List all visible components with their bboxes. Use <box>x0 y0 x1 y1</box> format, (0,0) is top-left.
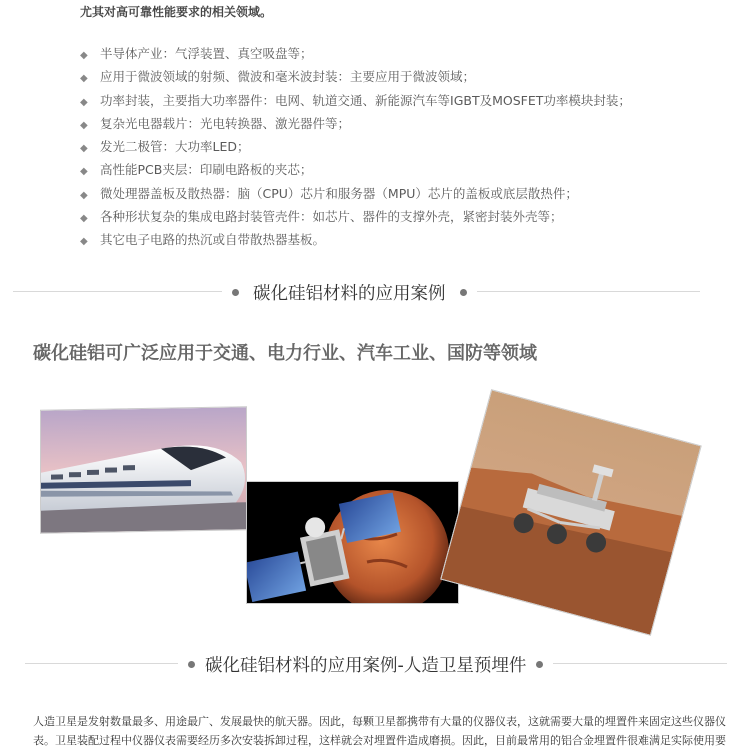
satellite-mars-icon <box>247 482 458 603</box>
diamond-bullet-icon: ◆ <box>80 119 88 131</box>
list-item: ◆ 应用于微波领域的射频、微波和毫米波封装：主要应用于微波领域； <box>80 65 631 88</box>
section-title: 碳化硅铝材料的应用案例 <box>222 280 477 304</box>
diamond-bullet-icon: ◆ <box>80 189 88 201</box>
list-item: ◆ 其它电子电路的热沉或自带散热器基板。 <box>80 228 631 251</box>
paragraph-line: 人造卫星是发射数量最多、用途最广、发展最快的航天器。因此，每颗卫星都携带有大量的仪器仪表，这就需要大量的埋置件来固定这些仪器仪 <box>33 715 726 728</box>
high-speed-train-icon <box>41 407 246 533</box>
intro-text: 尤其对高可靠性能要求的相关领域。 <box>80 5 273 19</box>
application-list <box>80 42 631 252</box>
dot-icon <box>536 661 543 668</box>
list-item: ◆ 高性能PCB夹层：印刷电路板的夹芯； <box>80 158 631 181</box>
train-image <box>40 406 247 534</box>
diamond-bullet-icon: ◆ <box>80 50 88 61</box>
paragraph-line: 表。卫星装配过程中仪器仪表需要经历多次安装拆卸过程，这样就会对埋置件造成磨损。因此，目前最常用的铝合金埋置件很难满足实际使用要 <box>33 734 726 747</box>
diamond-bullet-icon: ◆ <box>80 143 88 155</box>
list-item: ◆ 各种形状复杂的集成电路封装管壳件：如芯片、器件的支撑外壳，紧密封装外壳等； <box>80 205 631 228</box>
diamond-bullet-icon: ◆ <box>80 73 88 85</box>
dot-icon <box>460 289 467 296</box>
satellite-image <box>246 481 459 604</box>
list-item: ◆ 半导体产业：气浮装置、真空吸盘等； <box>80 42 631 65</box>
dot-icon <box>188 661 195 668</box>
dot-icon <box>232 289 239 296</box>
diamond-bullet-icon: ◆ <box>80 96 88 108</box>
body-paragraph <box>33 712 726 750</box>
diamond-bullet-icon: ◆ <box>80 236 88 248</box>
list-item: ◆ 发光二极管：大功率LED； <box>80 135 631 158</box>
section-title: 碳化硅铝材料的应用案例-人造卫星预埋件 <box>178 652 553 676</box>
mars-rover-icon <box>441 390 700 634</box>
diamond-bullet-icon: ◆ <box>80 213 88 225</box>
rover-image <box>440 389 702 636</box>
diamond-bullet-icon: ◆ <box>80 166 88 178</box>
list-item: ◆ 功率封装，主要指大功率器件：电网、轨道交通、新能源汽车等IGBT及MOSFET功率模块封装； <box>80 89 631 112</box>
page-subtitle: 碳化硅铝可广泛应用于交通、电力行业、汽车工业、国防等领域 <box>33 343 537 364</box>
list-item: ◆ 微处理器盖板及散热器：脑（CPU）芯片和服务器（MPU）芯片的盖板或底层散热件； <box>80 182 631 205</box>
list-item: ◆ 复杂光电器载片：光电转换器、激光器件等； <box>80 112 631 135</box>
